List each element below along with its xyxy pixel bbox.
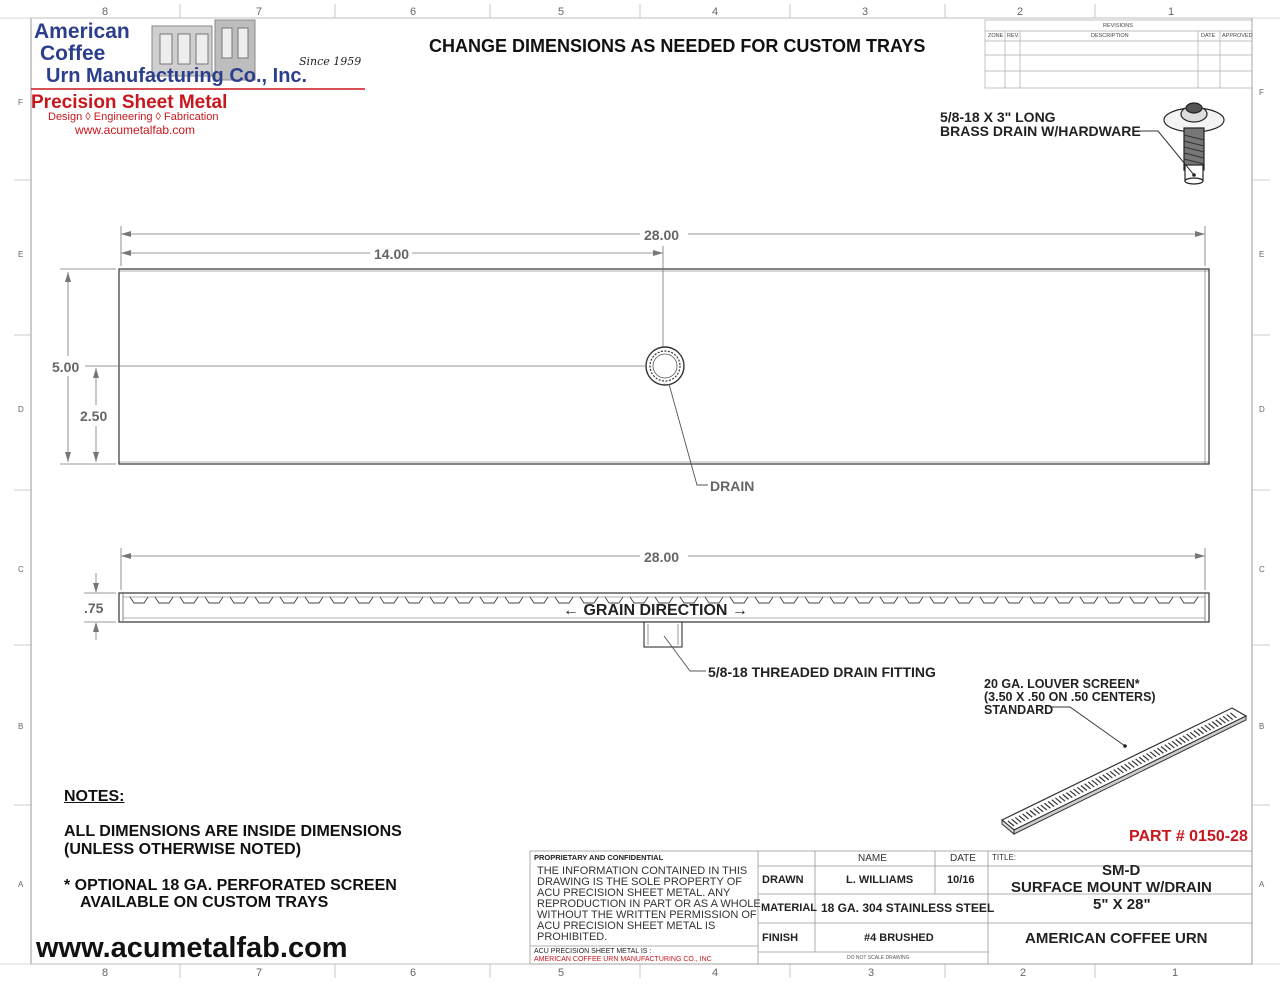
notes-heading: NOTES: — [64, 788, 125, 805]
zone-bottom-3: 3 — [868, 967, 875, 979]
brass-drain-illustration — [1164, 103, 1224, 184]
louver-slot — [255, 597, 273, 603]
louver-slot — [830, 597, 848, 603]
screen-callout-line1: 20 GA. LOUVER SCREEN* — [984, 677, 1140, 691]
zone-bottom-2: 2 — [1020, 967, 1027, 979]
tb-drawn-label: DRAWN — [762, 874, 804, 886]
note2-line2: AVAILABLE ON CUSTOM TRAYS — [80, 894, 329, 911]
louver-slot — [1155, 597, 1173, 603]
top-view — [60, 226, 1209, 485]
louver-slot — [330, 597, 348, 603]
prop-text-4: REPRODUCTION IN PART OR AS A WHOLE — [537, 898, 761, 910]
zone-left-b: B — [18, 722, 24, 731]
louver-slot — [780, 597, 798, 603]
drain-label: DRAIN — [710, 478, 755, 494]
revisions-table — [985, 20, 1252, 88]
dim-width: 5.00 — [52, 359, 80, 375]
zone-left-c: C — [18, 565, 24, 574]
louver-slot — [155, 597, 173, 603]
louver-slot — [405, 597, 423, 603]
louver-slot — [205, 597, 223, 603]
dim-drain-offset: 14.00 — [374, 246, 410, 262]
louver-slot — [805, 597, 823, 603]
part-number: PART # 0150-28 — [1129, 828, 1248, 845]
zone-bottom-4: 4 — [712, 967, 719, 979]
dim-depth: .75 — [84, 600, 104, 616]
tb-date-header: DATE — [950, 853, 976, 864]
zone-right-c: C — [1259, 565, 1265, 574]
logo-line-coffee: Coffee — [40, 42, 106, 65]
louver-slot — [755, 597, 773, 603]
prop-text-6: ACU PRECISION SHEET METAL IS — [537, 920, 716, 932]
tb-name-header: NAME — [858, 853, 887, 864]
zone-left-e: E — [18, 250, 24, 259]
zone-top-1: 1 — [1168, 6, 1175, 18]
logo-line-american: American — [34, 20, 130, 43]
note2-line1: * OPTIONAL 18 GA. PERFORATED SCREEN — [64, 877, 397, 894]
louver-slot — [230, 597, 248, 603]
dim-overall-length-top: 28.00 — [644, 227, 680, 243]
tb-finish-label: FINISH — [762, 932, 799, 944]
louver-slot — [980, 597, 998, 603]
prop-text-3: ACU PRECISION SHEET METAL. ANY — [537, 887, 731, 899]
zone-top-5: 5 — [558, 6, 565, 18]
zone-bottom-5: 5 — [558, 967, 565, 979]
louver-slot — [1030, 597, 1048, 603]
louver-slot — [430, 597, 448, 603]
prop-text-2: DRAWING IS THE SOLE PROPERTY OF — [537, 876, 742, 888]
zone-left-a: A — [18, 880, 24, 889]
rev-col-date: DATE — [1201, 33, 1216, 39]
zone-top-4: 4 — [712, 6, 719, 18]
louver-slot — [905, 597, 923, 603]
tb-title-label: TITLE: — [992, 853, 1017, 862]
rev-col-zone: ZONE — [988, 33, 1004, 39]
logo-url[interactable]: www.acumetalfab.com — [75, 123, 196, 137]
louver-slot — [180, 597, 198, 603]
footer-url[interactable]: www.acumetalfab.com — [36, 932, 348, 964]
louver-slot — [1180, 597, 1198, 603]
tb-company: AMERICAN COFFEE URN — [1025, 930, 1208, 947]
louver-slot — [505, 597, 523, 603]
louver-screen-illustration — [1002, 707, 1246, 834]
louver-slot — [355, 597, 373, 603]
tb-drawn-name: L. WILLIAMS — [846, 874, 914, 886]
louver-slot — [955, 597, 973, 603]
revisions-title: REVISIONS — [1103, 23, 1133, 29]
zone-top-6: 6 — [410, 6, 417, 18]
zone-right-e: E — [1259, 250, 1265, 259]
note1-line2: (UNLESS OTHERWISE NOTED) — [64, 841, 302, 858]
header-note: CHANGE DIMENSIONS AS NEEDED FOR CUSTOM TRAYS — [429, 36, 926, 56]
rev-col-description: DESCRIPTION — [1091, 33, 1129, 39]
zone-right-f: F — [1259, 88, 1264, 97]
drain-callout-line2: BRASS DRAIN W/HARDWARE — [940, 123, 1141, 139]
zone-top-3: 3 — [862, 6, 869, 18]
louver-slot — [1130, 597, 1148, 603]
zone-right-d: D — [1259, 405, 1265, 414]
logo-line-urn: Urn Manufacturing Co., Inc. — [46, 65, 308, 87]
zone-bottom-6: 6 — [410, 967, 417, 979]
tb-title-line3: 5" X 28" — [1093, 896, 1151, 913]
louver-slot — [855, 597, 873, 603]
zone-top-2: 2 — [1017, 6, 1024, 18]
zone-left-d: D — [18, 405, 24, 414]
logo-precision-sheet-metal: Precision Sheet Metal — [31, 92, 228, 113]
rev-col-rev: REV. — [1007, 33, 1020, 39]
note1-line1: ALL DIMENSIONS ARE INSIDE DIMENSIONS — [64, 823, 402, 840]
zone-left-f: F — [18, 98, 23, 107]
screen-callout-line3: STANDARD — [984, 703, 1054, 717]
zone-bottom-7: 7 — [256, 967, 263, 979]
zone-top-8: 8 — [102, 6, 109, 18]
logo-tagline: Design ◊ Engineering ◊ Fabrication — [48, 111, 219, 123]
louver-slot — [1055, 597, 1073, 603]
drain-hole — [646, 347, 684, 385]
louver-slot — [1105, 597, 1123, 603]
tb-do-not-scale: DO NOT SCALE DRAWING — [847, 955, 910, 961]
screen-callout-line2: (3.50 X .50 ON .50 CENTERS) — [984, 690, 1156, 704]
zone-right-b: B — [1259, 722, 1265, 731]
zone-bottom-1: 1 — [1172, 967, 1179, 979]
tb-material-value: 18 GA. 304 STAINLESS STEEL — [821, 901, 995, 915]
louver-slot — [1080, 597, 1098, 603]
louver-slot — [380, 597, 398, 603]
tb-finish-value: #4 BRUSHED — [864, 932, 934, 944]
louver-slot — [1005, 597, 1023, 603]
tb-material-label: MATERIAL — [761, 902, 818, 914]
prop-heading: PROPRIETARY AND CONFIDENTIAL — [534, 853, 664, 862]
prop-text-7: PROHIBITED. — [537, 931, 608, 943]
fitting-label: 5/8-18 THREADED DRAIN FITTING — [708, 664, 936, 680]
louver-slot — [280, 597, 298, 603]
zone-bottom-8: 8 — [102, 967, 109, 979]
louver-slot — [930, 597, 948, 603]
prop-text-5: WITHOUT THE WRITTEN PERMISSION OF — [537, 909, 757, 921]
grain-direction: ← GRAIN DIRECTION → — [563, 602, 748, 619]
louver-slot — [130, 597, 148, 603]
drain-fitting-side — [644, 622, 682, 647]
tb-drawn-date: 10/16 — [947, 874, 975, 886]
louver-slot — [880, 597, 898, 603]
tb-title-line1: SM-D — [1102, 862, 1141, 879]
acu-company: AMERICAN COFFEE URN MANUFACTURING CO., INC — [534, 956, 712, 963]
dim-overall-length-side: 28.00 — [644, 549, 680, 565]
zone-right-a: A — [1259, 880, 1265, 889]
louver-slot — [480, 597, 498, 603]
louver-slot — [530, 597, 548, 603]
tb-title-line2: SURFACE MOUNT W/DRAIN — [1011, 879, 1212, 896]
zone-top-7: 7 — [256, 6, 263, 18]
acu-line: ACU PRECISION SHEET METAL IS : — [534, 948, 652, 955]
louver-slot — [305, 597, 323, 603]
dim-drain-height: 2.50 — [80, 408, 108, 424]
louver-slot — [455, 597, 473, 603]
rev-col-approved: APPROVED — [1222, 33, 1253, 39]
prop-text-1: THE INFORMATION CONTAINED IN THIS — [537, 865, 748, 877]
logo-since: Since 1959 — [299, 55, 362, 68]
drain-callout-line1: 5/8-18 X 3" LONG — [940, 109, 1056, 125]
